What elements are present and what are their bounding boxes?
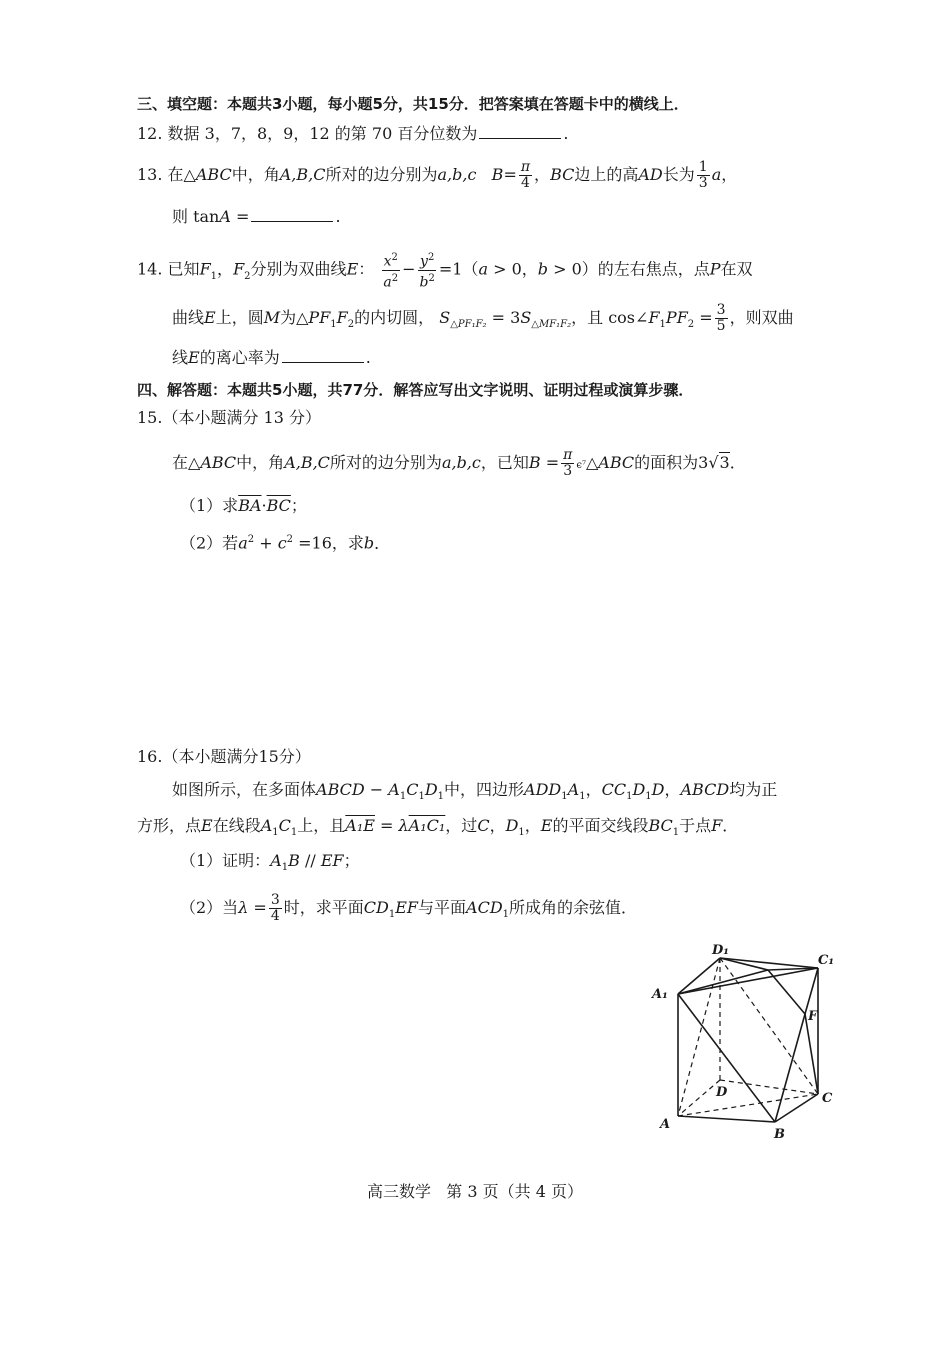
- q16-line-1: [172, 778, 777, 809]
- q16-sub: 1: [418, 791, 425, 803]
- q14-a-cond: a: [478, 259, 488, 279]
- q15-triangle: ABC: [598, 453, 635, 472]
- q16-text: 于点: [679, 816, 712, 835]
- q16-acd1: ACD: [466, 898, 503, 917]
- q15-text: 的面积为: [634, 453, 699, 472]
- q16-text: 如图所示，在多面体: [172, 780, 317, 799]
- q16-ef: EF: [320, 851, 344, 870]
- q14-eq: =: [694, 308, 713, 327]
- q12-answer-blank: [479, 122, 561, 139]
- q14-b-cond: b: [537, 259, 548, 279]
- q15-a-sup: 2: [247, 534, 255, 545]
- q16-part2-text: （2）当: [180, 898, 239, 917]
- label-b: B: [774, 1127, 785, 1142]
- q15-b-var: B: [528, 453, 541, 472]
- q13-end: .: [335, 207, 341, 226]
- q14-answer-blank: [282, 346, 364, 363]
- q13-b-var: B: [491, 165, 504, 184]
- q13-eq: =: [503, 165, 517, 184]
- q14-sub: 2: [347, 319, 355, 331]
- q16-text: 所成角的余弦值．: [509, 898, 638, 917]
- edge-f-c: [805, 1014, 818, 1094]
- q16-e-var: E: [540, 816, 553, 835]
- q14-sub: 1: [659, 319, 666, 331]
- q16-part1-text: （1）证明：: [180, 851, 271, 870]
- q14-x-fraction: [381, 250, 400, 290]
- q15-sqrt: √: [708, 453, 719, 472]
- page-footer: 高三数学 第 3 页（共 4 页）: [367, 1182, 583, 1201]
- q16-ccd: CC: [601, 780, 627, 799]
- question-12: [137, 122, 568, 146]
- q16-part-1: [180, 849, 360, 880]
- q14-y-fraction: [418, 250, 437, 290]
- q15-scan-mark: ϵ⁷: [576, 460, 586, 471]
- q16-a1c1-c: C: [278, 816, 291, 835]
- q14-cos-fraction: [715, 303, 728, 334]
- q14-s-sub: △PF₁F₂: [450, 319, 487, 331]
- q15-angles: A,B,C: [284, 453, 330, 472]
- q16-text: 中，四边形: [444, 780, 525, 799]
- q14-ang: F: [648, 308, 660, 327]
- q13-b-numerator: π: [520, 159, 531, 175]
- q14-line-3: [172, 346, 371, 370]
- q13-h-numerator: 1: [698, 159, 708, 175]
- q15-part1-end: ；: [290, 496, 307, 515]
- q15-c-sup: 2: [286, 534, 294, 545]
- q14-x-sup: 2: [391, 252, 398, 263]
- q14-s-eq: = 3: [486, 308, 521, 327]
- q16-a1b-b: B: [288, 851, 300, 870]
- q14-e-var: E: [346, 259, 359, 279]
- section-3-heading: 三、填空题：本题共3小题，每小题5分，共15分．把答案填在答题卡中的横线上．: [137, 95, 689, 113]
- q14-text: ，则双曲: [729, 308, 794, 327]
- q14-e-var: E: [188, 348, 200, 367]
- q16-a1b: A: [270, 851, 282, 870]
- q16-cd1ef: CD: [363, 898, 389, 917]
- q15-text: ，已知: [480, 453, 529, 472]
- label-f: F: [808, 1009, 818, 1024]
- q16-sub: 1: [579, 791, 586, 803]
- q12-end: .: [563, 124, 569, 143]
- edge-a-b: [678, 1116, 775, 1122]
- q14-ang-p: PF: [665, 308, 688, 327]
- q15-triangle: ABC: [200, 453, 237, 472]
- q15-a: a: [238, 533, 248, 553]
- q14-gt0: > 0，: [487, 259, 538, 279]
- q15-vector-bc: $\overline{BC}$: [266, 496, 291, 515]
- q16-d1-var: D: [505, 816, 519, 835]
- q13-eq: =: [230, 207, 250, 226]
- q14-b-sup: 2: [428, 272, 435, 284]
- q14-a: a: [383, 274, 392, 291]
- q16-sub: 1: [437, 791, 445, 803]
- q15-sides: a,b,c: [441, 453, 481, 472]
- label-d1: D₁: [712, 943, 729, 958]
- q13-line-2: [172, 205, 341, 229]
- q15-b-numerator: π: [563, 447, 573, 463]
- q16-eq: =: [248, 898, 267, 917]
- q16-part-2: [180, 893, 637, 927]
- label-d: D: [716, 1085, 728, 1100]
- q15-b-fraction: [561, 448, 574, 479]
- q15-part2-text: （2）若: [180, 533, 239, 553]
- q14-sub: 1: [330, 319, 337, 331]
- q14-text: 线: [172, 348, 189, 367]
- q16-sep: ，: [664, 780, 681, 799]
- q16-sub: 1: [272, 827, 279, 839]
- edge-f-c1: [805, 968, 818, 1014]
- q16-add: ADD: [524, 780, 562, 799]
- q13-text: 在△: [167, 165, 196, 184]
- q14-sub: 2: [687, 319, 695, 331]
- q13-answer-blank: [251, 205, 333, 222]
- q14-sep: ，: [217, 259, 234, 279]
- q16-vec-eq: = λ: [374, 816, 409, 835]
- polyhedron-figure: [640, 940, 850, 1150]
- q15-eq16: =16，求: [293, 533, 364, 553]
- q15-part1-text: （1）求: [180, 496, 239, 515]
- q13-h-denominator: 3: [698, 175, 708, 191]
- q13-h-fraction: [697, 160, 710, 191]
- q16-sub: 1: [290, 827, 298, 839]
- q14-end: .: [365, 348, 371, 367]
- q16-text: 与平面: [418, 898, 467, 917]
- q15-text: 在△: [172, 453, 201, 472]
- q16-sub: 1: [672, 827, 680, 839]
- q15-statement: [172, 448, 746, 479]
- q16-sub: 1: [561, 791, 568, 803]
- section-4-heading: 四、解答题：本题共5小题，共77分．解答应写出文字说明、证明过程或演算步骤．: [137, 381, 694, 399]
- q14-f2-sub: 2: [244, 270, 251, 282]
- q16-lambda-denominator: 4: [270, 908, 280, 924]
- q16-lambda-fraction: [269, 893, 282, 924]
- q16-text: 在线段: [212, 816, 261, 835]
- q16-text: 方形，点: [137, 816, 202, 835]
- q14-text: 的内切圆，: [354, 308, 435, 327]
- q16-sub: 1: [645, 791, 652, 803]
- q15-c: c: [277, 533, 287, 553]
- q15-plus: +: [254, 533, 278, 553]
- q16-text: 上，且: [297, 816, 346, 835]
- q13-text: 长为: [662, 165, 695, 184]
- q12-text: 数据 3，7，8，9，12 的第 70 百分位数为: [167, 124, 478, 143]
- q14-m-var: M: [263, 308, 281, 327]
- q16-part1-end: ；: [343, 851, 360, 870]
- q16-ccd-dd: D: [651, 780, 665, 799]
- edge-d-c: [720, 1080, 818, 1094]
- q16-end: ．: [722, 816, 739, 835]
- q16-parallel: //: [299, 851, 321, 870]
- q15-eq: =: [540, 453, 560, 472]
- q16-sub: 1: [399, 791, 407, 803]
- q15-text: 中，角: [236, 453, 285, 472]
- q14-y-sup: 2: [427, 252, 435, 263]
- q14-f1: F: [199, 259, 211, 279]
- q13-b-denominator: 4: [520, 175, 530, 191]
- q16-poly-d: D: [424, 780, 438, 799]
- q13-text: ，: [534, 165, 551, 184]
- q14-s2-var: S: [520, 308, 532, 327]
- q13-ad: AD: [638, 165, 663, 184]
- q15-text: △: [585, 453, 599, 472]
- q15-text: 所对的边分别为: [329, 453, 442, 472]
- edge-e-f: [768, 970, 805, 1014]
- q16-text: ，过: [445, 816, 478, 835]
- q16-vector-a1c1: A₁C₁: [408, 816, 446, 835]
- q16-add-a: A: [567, 780, 580, 799]
- q15-text: ．: [729, 453, 746, 472]
- q15-area-coef: 3: [698, 453, 709, 472]
- q13-text: 中，角: [231, 165, 280, 184]
- q13-triangle: ABC: [195, 165, 232, 184]
- q16-text: 时，求平面: [283, 898, 364, 917]
- q14-cos-numerator: 3: [716, 302, 726, 318]
- q14-cos: ，且 cos∠: [571, 308, 649, 327]
- q16-sep: ，: [489, 816, 506, 835]
- q16-f-var: F: [711, 816, 723, 835]
- q16-vector-a1e: A₁E: [345, 816, 375, 835]
- q16-cd1ef-b: EF: [395, 898, 418, 917]
- q15-b-denominator: 3: [563, 463, 573, 479]
- q14-text: 在双: [720, 259, 753, 279]
- q16-sub: 1: [388, 909, 396, 921]
- q16-sub: 1: [626, 791, 633, 803]
- q14-text: 分别为双曲线: [250, 259, 347, 279]
- q16-sub: 1: [281, 862, 289, 874]
- q15-vector-ba: $\overline{BA}$: [238, 496, 262, 515]
- q13-number: 13.: [137, 165, 163, 184]
- q16-lambda-numerator: 3: [270, 892, 280, 908]
- q13-h-var: a: [711, 165, 722, 184]
- q14-a-sup: 2: [391, 272, 399, 284]
- q13-sides: a,b,c: [437, 165, 477, 184]
- q14-x: x: [383, 253, 392, 270]
- q13-a-var: A: [219, 207, 231, 226]
- edge-d1-c1: [720, 958, 818, 968]
- q16-abcd: ABCD: [680, 780, 730, 799]
- q16-line-2: [137, 814, 738, 845]
- q15-part-2: [180, 528, 390, 555]
- q14-colon: ：: [358, 259, 375, 279]
- q14-s-var: S: [439, 308, 451, 327]
- edge-a1-c1: [678, 968, 818, 994]
- q15-part2-end: ．: [374, 533, 391, 553]
- q13-tan: 则 tan: [172, 207, 220, 226]
- q15-dot: ·: [261, 496, 267, 515]
- q16-sub: 1: [518, 827, 525, 839]
- q14-text: 的离心率为: [199, 348, 280, 367]
- q16-c-var: C: [477, 816, 490, 835]
- q14-gt0: > 0）的左右焦点，点: [548, 259, 710, 279]
- q16-number: 16.（本小题满分15分）: [137, 747, 311, 766]
- q15-area-radicand: 3: [719, 453, 730, 472]
- q16-a1c1: A: [260, 816, 273, 835]
- q16-poly: ABCD − A: [316, 780, 400, 799]
- q16-lambda: λ: [238, 898, 249, 917]
- q16-e-var: E: [201, 816, 213, 835]
- q14-cos-denominator: 5: [716, 318, 726, 334]
- q14-text: 已知: [167, 259, 200, 279]
- q14-eq: =1（: [438, 259, 479, 279]
- q16-poly-c: C: [406, 780, 419, 799]
- q14-minus: −: [402, 259, 416, 279]
- q14-f2: F: [233, 259, 245, 279]
- q13-angles: A,B,C: [279, 165, 326, 184]
- q14-text: 为△: [280, 308, 309, 327]
- q12-number: 12.: [137, 124, 163, 143]
- q14-y: y: [420, 253, 428, 270]
- q16-sep: ，: [585, 780, 602, 799]
- label-a1: A₁: [652, 987, 668, 1002]
- q14-text: 曲线: [172, 308, 205, 327]
- q16-ccd-d: D: [632, 780, 646, 799]
- q16-sep: ，: [524, 816, 541, 835]
- q14-number: 14.: [137, 259, 163, 279]
- q15-part-1: [180, 494, 307, 518]
- question-13: [137, 160, 737, 191]
- q14-e-var: E: [204, 308, 216, 327]
- label-c1: C₁: [818, 953, 835, 968]
- q14-s2-sub: △MF₁F₂: [531, 319, 572, 331]
- q14-f1-sub: 1: [210, 270, 218, 282]
- label-a: A: [660, 1117, 671, 1132]
- q14-b: b: [419, 274, 429, 291]
- q13-bc: BC: [550, 165, 575, 184]
- q13-text: 边上的高: [574, 165, 639, 184]
- q14-text: 上，圆: [215, 308, 264, 327]
- q16-text: 的平面交线段: [552, 816, 649, 835]
- question-14: [137, 250, 753, 290]
- q14-line-2: [172, 303, 794, 337]
- q16-text: 均为正: [729, 780, 778, 799]
- edge-d1-a: [678, 958, 720, 1116]
- q16-bc1: BC: [648, 816, 673, 835]
- label-c: C: [822, 1091, 833, 1106]
- q15-b-ask: b: [363, 533, 375, 553]
- q16-sub: 1: [502, 909, 510, 921]
- q15-number: 15.（本小题满分 13 分）: [137, 408, 321, 427]
- q14-f: F: [336, 308, 348, 327]
- q13-text: ，: [721, 165, 738, 184]
- q13-text: 所对的边分别为: [325, 165, 438, 184]
- q14-pf: PF: [308, 308, 331, 327]
- q13-b-fraction: [519, 160, 532, 191]
- q14-p-var: P: [709, 259, 721, 279]
